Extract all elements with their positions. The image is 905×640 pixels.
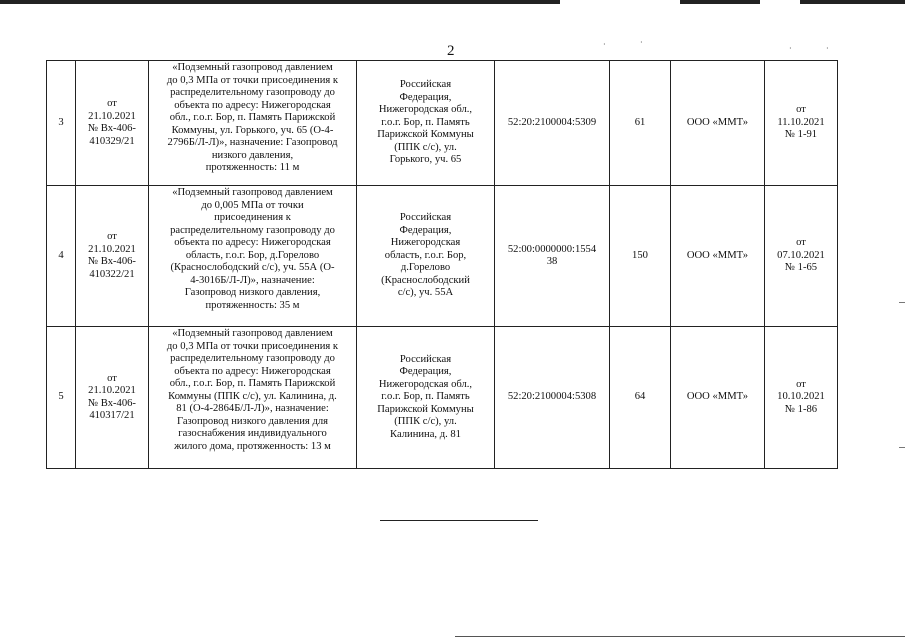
table-row — [47, 61, 838, 186]
scan-speck: · — [826, 44, 829, 53]
decision-cell — [765, 61, 838, 186]
address-line: Российская — [399, 212, 452, 224]
decision-cell — [765, 186, 838, 327]
scan-edge-mark — [899, 302, 905, 303]
closing-rule — [380, 520, 538, 521]
area-cell — [610, 327, 671, 469]
decision-line: № 1-65 — [784, 262, 818, 274]
address-line: Калинина, д. 81 — [390, 428, 461, 440]
object-line: протяженность: 35 м — [205, 299, 300, 311]
area-value: 64 — [634, 391, 646, 403]
object-line: Газопровод низкого давления для — [176, 415, 328, 427]
cadastral-line: 52:20:2100004:5309 — [507, 116, 597, 128]
address-line: Нижегородская обл., — [378, 104, 473, 116]
scan-speck: · — [789, 44, 792, 53]
row-number-cell — [47, 61, 76, 186]
scan-top-edge-gap — [760, 0, 800, 4]
organization-name: ООО «ММТ» — [686, 116, 749, 128]
object-line: протяженность: 11 м — [205, 162, 300, 173]
incoming-ref-cell — [76, 186, 149, 327]
object-line: распределительному газопроводу до — [170, 87, 335, 98]
object-line: присоединения к — [214, 212, 291, 223]
object-line: область, г.о.г. Бор, д.Горелово — [185, 249, 320, 261]
address-line: г.о.г. Бор, п. Память — [381, 391, 470, 403]
scan-speck: · — [603, 40, 606, 49]
address-line: д.Горелово — [400, 262, 451, 274]
address-line: (ППК с/с), ул. — [394, 416, 457, 428]
object-description-cell — [149, 61, 357, 186]
object-line: распределительному газопроводу до — [170, 353, 335, 364]
incoming-line: от — [107, 231, 117, 242]
address-line: Российская — [399, 353, 452, 365]
scan-edge-mark — [899, 447, 905, 448]
address-cell — [357, 186, 495, 327]
address-line: Нижегородская обл., — [378, 378, 473, 390]
address-line: Нижегородская — [390, 237, 461, 249]
object-line: объекта по адресу: Нижегородская — [174, 99, 331, 111]
row-number: 3 — [58, 116, 64, 128]
object-description-cell — [149, 186, 357, 327]
object-line: до 0,005 МПа от точки — [201, 199, 304, 211]
address-line: Федерация, — [399, 366, 452, 378]
decision-cell — [765, 327, 838, 469]
address-line: Федерация, — [399, 91, 452, 103]
organization-cell — [671, 327, 765, 469]
area-cell — [610, 186, 671, 327]
incoming-line: от — [107, 98, 117, 109]
area-cell — [610, 61, 671, 186]
decision-line: № 1-86 — [784, 403, 818, 415]
organization-cell — [671, 186, 765, 327]
cadastral-number-cell — [495, 61, 610, 186]
scan-speck: · — [640, 38, 643, 47]
object-line: 4-3016Б/Л-Л)», назначение: — [190, 274, 315, 286]
object-line: Газопровод низкого давления, — [184, 287, 321, 298]
address-line: Российская — [399, 79, 452, 91]
registry-table — [46, 60, 838, 469]
organization-name: ООО «ММТ» — [686, 391, 749, 403]
incoming-line: 21.10.2021 — [88, 385, 136, 396]
row-number-cell — [47, 186, 76, 327]
object-line: газоснабжения индивидуального — [178, 428, 327, 439]
object-line: Коммуны (ППК с/с), ул. Калинина, д. — [168, 390, 337, 402]
object-line: до 0,3 МПа от точки присоединения к — [166, 74, 339, 86]
address-line: область, г.о.г. Бор, — [384, 249, 467, 261]
decision-line: 07.10.2021 — [777, 249, 825, 261]
scan-bottom-edge — [455, 636, 905, 637]
decision-line: от — [796, 104, 806, 116]
cadastral-number-cell — [495, 327, 610, 469]
decision-line: 10.10.2021 — [777, 391, 825, 403]
decision-line: от — [796, 378, 806, 390]
row-number: 4 — [58, 249, 64, 261]
scan-top-edge-gap — [560, 0, 680, 4]
incoming-line: № Вх-406- — [88, 123, 136, 134]
incoming-line: 21.10.2021 — [88, 110, 136, 122]
object-line: объекта по адресу: Нижегородская — [174, 237, 331, 248]
object-line: 81 (О-4-2864Б/Л-Л)», назначение: — [176, 403, 329, 414]
object-line: обл., г.о.г. Бор, п. Память Парижской — [169, 112, 336, 123]
incoming-line: 410329/21 — [89, 135, 135, 147]
object-line: низкого давления, — [211, 149, 294, 161]
cadastral-line: 52:00:0000000:1554 — [507, 243, 597, 255]
incoming-ref-cell — [76, 327, 149, 469]
object-line: «Подземный газопровод давлением — [172, 187, 333, 198]
row-number-cell — [47, 327, 76, 469]
area-value: 150 — [632, 249, 648, 261]
object-line: «Подземный газопровод давлением — [172, 328, 333, 339]
object-line: до 0,3 МПа от точки присоединения к — [166, 340, 339, 352]
address-line: г.о.г. Бор, п. Память — [381, 116, 470, 128]
incoming-ref-cell — [76, 61, 149, 186]
address-line: Горького, уч. 65 — [389, 154, 462, 166]
row-number: 5 — [58, 391, 64, 403]
address-line: Парижской Коммуны — [377, 129, 474, 141]
address-line: Федерация, — [399, 224, 452, 236]
address-cell — [357, 61, 495, 186]
area-value: 61 — [634, 116, 646, 128]
object-line: 2796Б/Л-Л)», назначение: Газопровод — [167, 137, 338, 148]
decision-line: 11.10.2021 — [777, 116, 825, 128]
address-line: Парижской Коммуны — [377, 403, 474, 415]
object-line: «Подземный газопровод давлением — [172, 62, 333, 73]
incoming-line: 410322/21 — [89, 268, 135, 280]
address-line: с/с), уч. 55А — [397, 287, 454, 299]
decision-line: № 1-91 — [784, 129, 818, 141]
object-line: (Краснослободский с/с), уч. 55А (О- — [170, 262, 335, 273]
object-line: объекта по адресу: Нижегородская — [174, 365, 331, 377]
page-number: 2 — [447, 43, 455, 59]
incoming-line: № Вх-406- — [88, 256, 136, 267]
organization-name: ООО «ММТ» — [686, 249, 749, 261]
organization-cell — [671, 61, 765, 186]
table-row — [47, 327, 838, 469]
cadastral-line: 52:20:2100004:5308 — [507, 391, 597, 403]
address-line: (ППК с/с), ул. — [394, 141, 457, 153]
incoming-line: № Вх-406- — [88, 397, 136, 409]
object-line: жилого дома, протяженность: 13 м — [174, 440, 331, 452]
incoming-line: 410317/21 — [89, 410, 135, 421]
incoming-line: 21.10.2021 — [88, 243, 136, 255]
cadastral-line: 38 — [546, 256, 558, 267]
table-row — [47, 186, 838, 327]
object-description-cell — [149, 327, 357, 469]
address-line: (Краснослободский — [381, 274, 470, 286]
incoming-line: от — [107, 372, 117, 384]
decision-line: от — [796, 237, 806, 249]
address-cell — [357, 327, 495, 469]
object-line: Коммуны, ул. Горького, уч. 65 (О-4- — [171, 124, 334, 136]
cadastral-number-cell — [495, 186, 610, 327]
object-line: обл., г.о.г. Бор, п. Память Парижской — [169, 378, 336, 389]
object-line: распределительному газопроводу до — [170, 224, 335, 236]
